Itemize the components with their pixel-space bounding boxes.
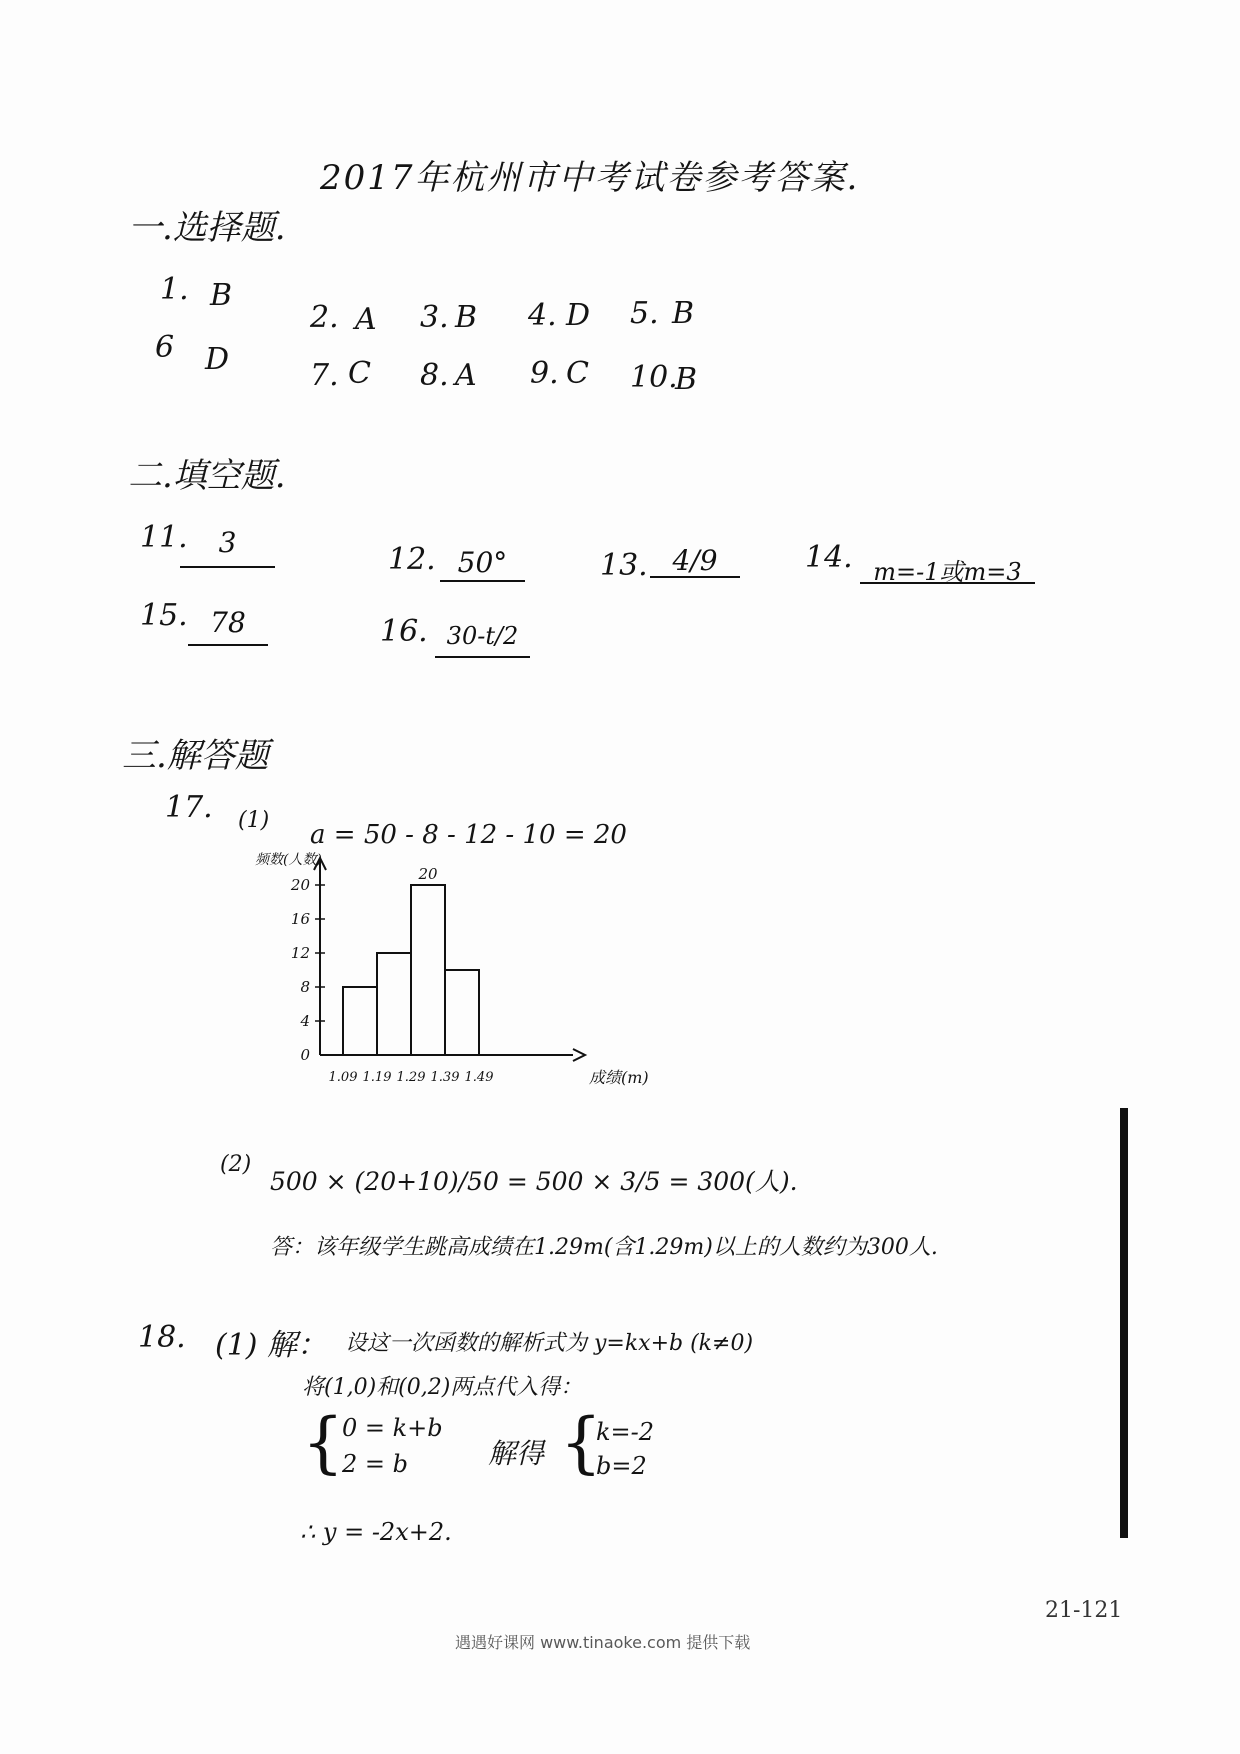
y-tick-label: 0	[300, 1046, 310, 1064]
q2-answer: A	[355, 302, 377, 337]
q15-num: 15.	[140, 598, 188, 633]
x-tick-label: 1.39	[430, 1070, 460, 1085]
q5-answer: B	[672, 296, 695, 331]
q8-answer: A	[455, 358, 477, 393]
q18-solve-label: 解得	[488, 1437, 545, 1470]
y-tick-label: 20	[290, 876, 310, 894]
q17-calculation: 500 × (20+10)/50 = 500 × 3/5 = 300(人).	[270, 1167, 798, 1196]
q13-num: 13.	[600, 548, 648, 583]
q8-num: 8.	[420, 358, 449, 393]
histogram-bar	[411, 885, 445, 1055]
q7-num: 7.	[310, 358, 339, 393]
q10-num: 10.	[630, 360, 678, 395]
system-brace-right: {	[560, 1404, 602, 1481]
scan-edge-bar	[1120, 1108, 1128, 1538]
q11-underline	[180, 566, 275, 568]
q6-num: 6	[155, 330, 175, 365]
q16-underline	[435, 656, 530, 658]
q17-part2-label: (2)	[220, 1152, 252, 1177]
q3-answer: B	[455, 300, 478, 335]
q17-part1-label: (1)	[238, 808, 270, 833]
q12-num: 12.	[388, 542, 436, 577]
section2-heading: 二.填空题.	[128, 456, 286, 496]
x-tick-label: 1.19	[362, 1070, 392, 1085]
x-axis-label: 成绩(m)	[589, 1068, 649, 1087]
x-tick-label: 1.09	[328, 1070, 358, 1085]
x-axis-arrow	[573, 1049, 585, 1061]
q12-answer: 50°	[457, 546, 508, 579]
q7-answer: C	[348, 356, 371, 391]
q15-underline	[188, 644, 268, 646]
y-tick-label: 4	[300, 1012, 310, 1030]
histogram-bar	[445, 970, 479, 1055]
q17-conclusion: 答：该年级学生跳高成绩在1.29m(含1.29m)以上的人数约为300人.	[270, 1235, 938, 1260]
q14-answer: m=-1或m=3	[873, 558, 1022, 586]
q5-num: 5.	[630, 296, 659, 331]
q18-part1-label: (1) 解：	[215, 1328, 328, 1363]
page-number: 21-121	[1045, 1598, 1123, 1623]
q14-num: 14.	[805, 540, 853, 575]
section1-heading: 一.选择题.	[128, 208, 286, 248]
q1-answer: B	[210, 278, 233, 313]
histogram-bar	[377, 953, 411, 1055]
q4-num: 4.	[528, 298, 557, 333]
bar-annotation: 20	[418, 865, 438, 883]
q3-num: 3.	[420, 300, 449, 335]
q18-system-eq2: 2 = b	[342, 1450, 408, 1478]
q18-line1: 设这一次函数的解析式为 y=kx+b (k≠0)	[345, 1331, 754, 1356]
footer-source: 遇遇好课网 www.tinaoke.com 提供下载	[455, 1633, 751, 1652]
q16-num: 16.	[380, 614, 428, 649]
q18-result: ∴ y = -2x+2.	[300, 1518, 452, 1546]
x-tick-label: 1.49	[464, 1070, 494, 1085]
q16-answer: 30-t/2	[446, 622, 519, 650]
q4-answer: D	[566, 298, 591, 333]
page-title: 2017年杭州市中考试卷参考答案.	[320, 158, 860, 198]
histogram-bar	[343, 987, 377, 1055]
q13-answer: 4/9	[672, 544, 718, 577]
q17-num: 17.	[165, 790, 213, 825]
histogram-chart	[255, 840, 675, 1120]
q13-underline	[650, 576, 740, 578]
y-tick-label: 12	[290, 944, 310, 962]
q14-underline	[860, 582, 1035, 584]
q11-num: 11.	[140, 520, 188, 555]
y-axis-label: 频数(人数)	[255, 852, 322, 868]
q18-line2: 将(1,0)和(0,2)两点代入得：	[302, 1375, 583, 1400]
q18-num: 18.	[138, 1320, 186, 1355]
q17-equation: a = 50 - 8 - 12 - 10 = 20	[310, 820, 627, 850]
x-tick-label: 1.29	[396, 1070, 426, 1085]
q1-num: 1.	[160, 272, 189, 307]
q9-num: 9.	[530, 356, 559, 391]
q2-num: 2.	[310, 300, 339, 335]
q18-solution-k: k=-2	[596, 1418, 655, 1446]
system-brace-left: {	[302, 1404, 344, 1481]
q9-answer: C	[566, 356, 589, 391]
section3-heading: 三.解答题	[122, 736, 269, 776]
q12-underline	[440, 580, 525, 582]
q10-answer: B	[675, 362, 698, 397]
q18-solution-b: b=2	[596, 1452, 647, 1480]
q18-system-eq1: 0 = k+b	[342, 1414, 443, 1442]
q6-answer: D	[205, 342, 230, 377]
y-tick-label: 16	[290, 910, 310, 928]
y-tick-label: 8	[300, 978, 310, 996]
q15-answer: 78	[210, 606, 246, 639]
q11-answer: 3	[218, 526, 237, 559]
